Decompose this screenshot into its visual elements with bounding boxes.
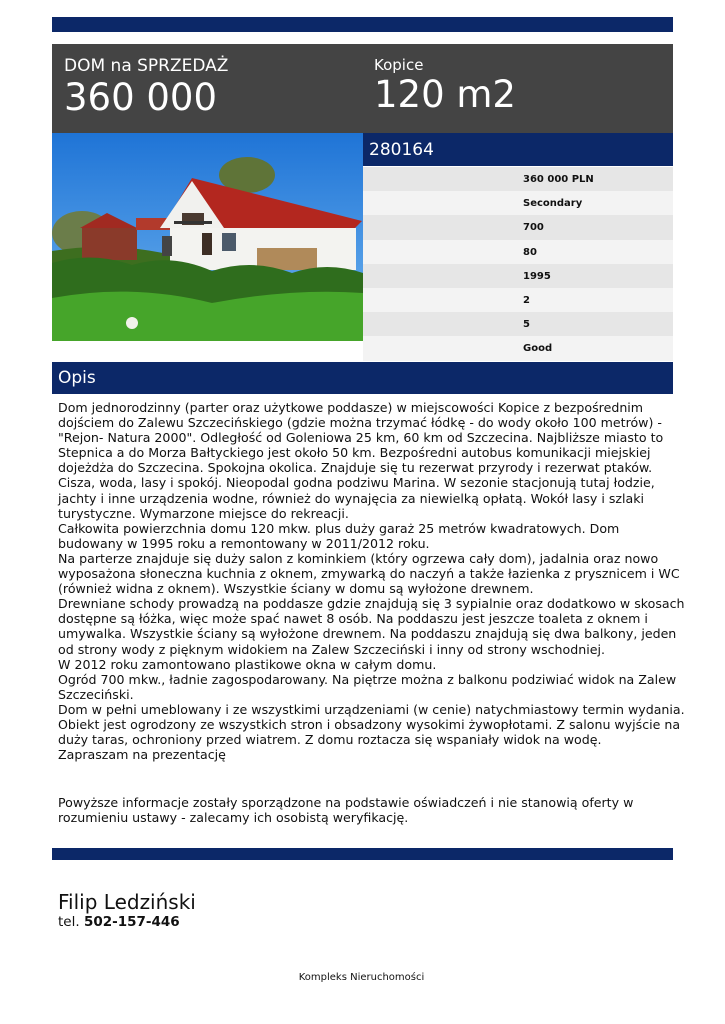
detail-value: 80 xyxy=(523,246,537,258)
section-title: Opis xyxy=(58,368,96,388)
detail-row xyxy=(363,312,673,336)
phone-prefix: tel. xyxy=(58,914,80,930)
text-line: Całkowita powierzchnia domu 120 mkw. plus duży garaż 25 metrów kwadratowych. Dom xyxy=(58,520,620,536)
text-line: dostępne są łóżka, więc może spać nawet 8 osób. Na poddaszu jest jeszcze toaleta z oknem i xyxy=(58,611,648,627)
text-line: (również widna z oknem). Wszystkie ściany w domu są wyłożone drewnem. xyxy=(58,581,534,597)
text-line: Powyższe informacje zostały sporządzone na podstawie oświadczeń i nie stanowią oferty w xyxy=(58,795,634,810)
property-photo xyxy=(52,133,363,341)
text-line: Drewniane schody prowadzą na poddasze gdzie znajdują się 3 sypialnie oraz dodatkowo w skosach xyxy=(58,596,685,612)
text-line: Obiekt jest ogrodzony ze wszystkich stron i obsadzony wysokimi żywopłotami. Z salonu wyjście na xyxy=(58,716,681,732)
text-line: Dom w pełni umeblowany i ze wszystkimi urządzeniami (w cenie) natychmiastowy termin wydania. xyxy=(58,701,685,717)
top-decor-bar xyxy=(52,17,673,32)
bottom-decor-bar xyxy=(52,848,673,860)
listing-header xyxy=(52,44,673,133)
detail-value: 2 xyxy=(523,294,530,306)
details-table xyxy=(363,167,673,361)
text-line: od strony wody z pięknym widokiem na Zalew Szczeciński i inny od strony wschodniej. xyxy=(58,641,605,657)
detail-value: 700 xyxy=(523,222,544,234)
detail-value: 1995 xyxy=(523,270,551,282)
text-line: Zapraszam na prezentację xyxy=(58,747,226,763)
listing-location: Kopice xyxy=(374,56,424,74)
detail-value: 5 xyxy=(523,319,530,331)
text-line: duży taras, ochroniony przed wiatrem. Z domu roztacza się wspaniały widok na wodę. xyxy=(58,732,602,748)
agent-phone: 502-157-446 xyxy=(83,914,180,930)
detail-row xyxy=(363,215,673,239)
detail-value: Good xyxy=(523,343,553,355)
description-text xyxy=(58,400,685,763)
text-line: "Rejon- Natura 2000". Odległość od Goleniowa 25 km, 60 km od Szczecina. Najbliższe miasto to xyxy=(58,430,664,446)
agent-phone-line xyxy=(58,914,180,930)
description-section-header xyxy=(52,362,673,394)
text-line: Szczeciński. xyxy=(58,686,134,702)
text-line: Ogród 700 mkw., ładnie zagospodarowany. Na piętrze można z balkonu podziwiać widok na Zalew xyxy=(58,671,677,687)
text-line: Na parterze znajduje się duży salon z kominkiem (który ogrzewa cały dom), jadalnia oraz nowo xyxy=(58,550,659,566)
text-line: Stepnica a do Morza Bałtyckiego jest około 50 km. Bezpośredni autobus komunikacji miejskiej xyxy=(58,445,651,461)
listing-price: 360 000 xyxy=(64,76,218,119)
company-name: Kompleks Nieruchomości xyxy=(298,972,425,983)
listing-area: 120 m2 xyxy=(374,73,516,116)
text-line: turystyczne. Wymarzone miejsce do rekreacji. xyxy=(58,505,349,521)
detail-value: 360 000 PLN xyxy=(523,174,594,185)
detail-row xyxy=(363,167,673,191)
text-line: Cisza, woda, lasy i spokój. Nieopodal godna podziwu Marina. W sezonie stacjonują tutaj łodzie, xyxy=(58,475,655,491)
detail-row xyxy=(363,288,673,312)
agent-name: Filip Ledziński xyxy=(58,890,196,914)
detail-row xyxy=(363,191,673,215)
detail-row xyxy=(363,336,673,360)
text-line: dojeżdża do Szczecina. Spokojna okolica. Znajduje się tu rezerwat przyrody i rezerwat ptaków. xyxy=(58,460,653,476)
text-line: umywalka. Wszystkie ściany są wyłożone drewnem. Na poddaszu znajdują się dwa balkony, jeden xyxy=(58,626,677,642)
detail-row xyxy=(363,264,673,288)
disclaimer-text xyxy=(58,795,670,825)
listing-id-bar xyxy=(363,133,673,166)
text-line: Dom jednorodzinny (parter oraz użytkowe poddasze) w miejscowości Kopice z bezpośrednim xyxy=(58,400,644,415)
text-line: rozumieniu ustawy - zalecamy ich osobistą weryfikację. xyxy=(58,810,409,826)
detail-row xyxy=(363,240,673,264)
text-line: W 2012 roku zamontowano plastikowe okna w całym domu. xyxy=(58,656,437,672)
text-line: wyposażona słoneczna kuchnia z oknem, zmywarką do naczyń a także łazienka z prysznicem i WC xyxy=(58,566,680,582)
listing-type: DOM na SPRZEDAŻ xyxy=(64,56,229,76)
text-line: dojściem do Zalewu Szczecińskiego (gdzie można trzymać łódkę - do wody około 100 metrów) - xyxy=(58,415,662,431)
footer xyxy=(0,972,725,983)
detail-value: Secondary xyxy=(523,198,583,210)
listing-id: 280164 xyxy=(369,140,434,160)
text-line: jachty i inne urządzenia wodne, również do wynajęcia za niewielką opłatą. Wokół lasy i szlaki xyxy=(58,490,645,506)
text-line: budowany w 1995 roku a remontowany w 2011/2012 roku. xyxy=(58,535,430,551)
